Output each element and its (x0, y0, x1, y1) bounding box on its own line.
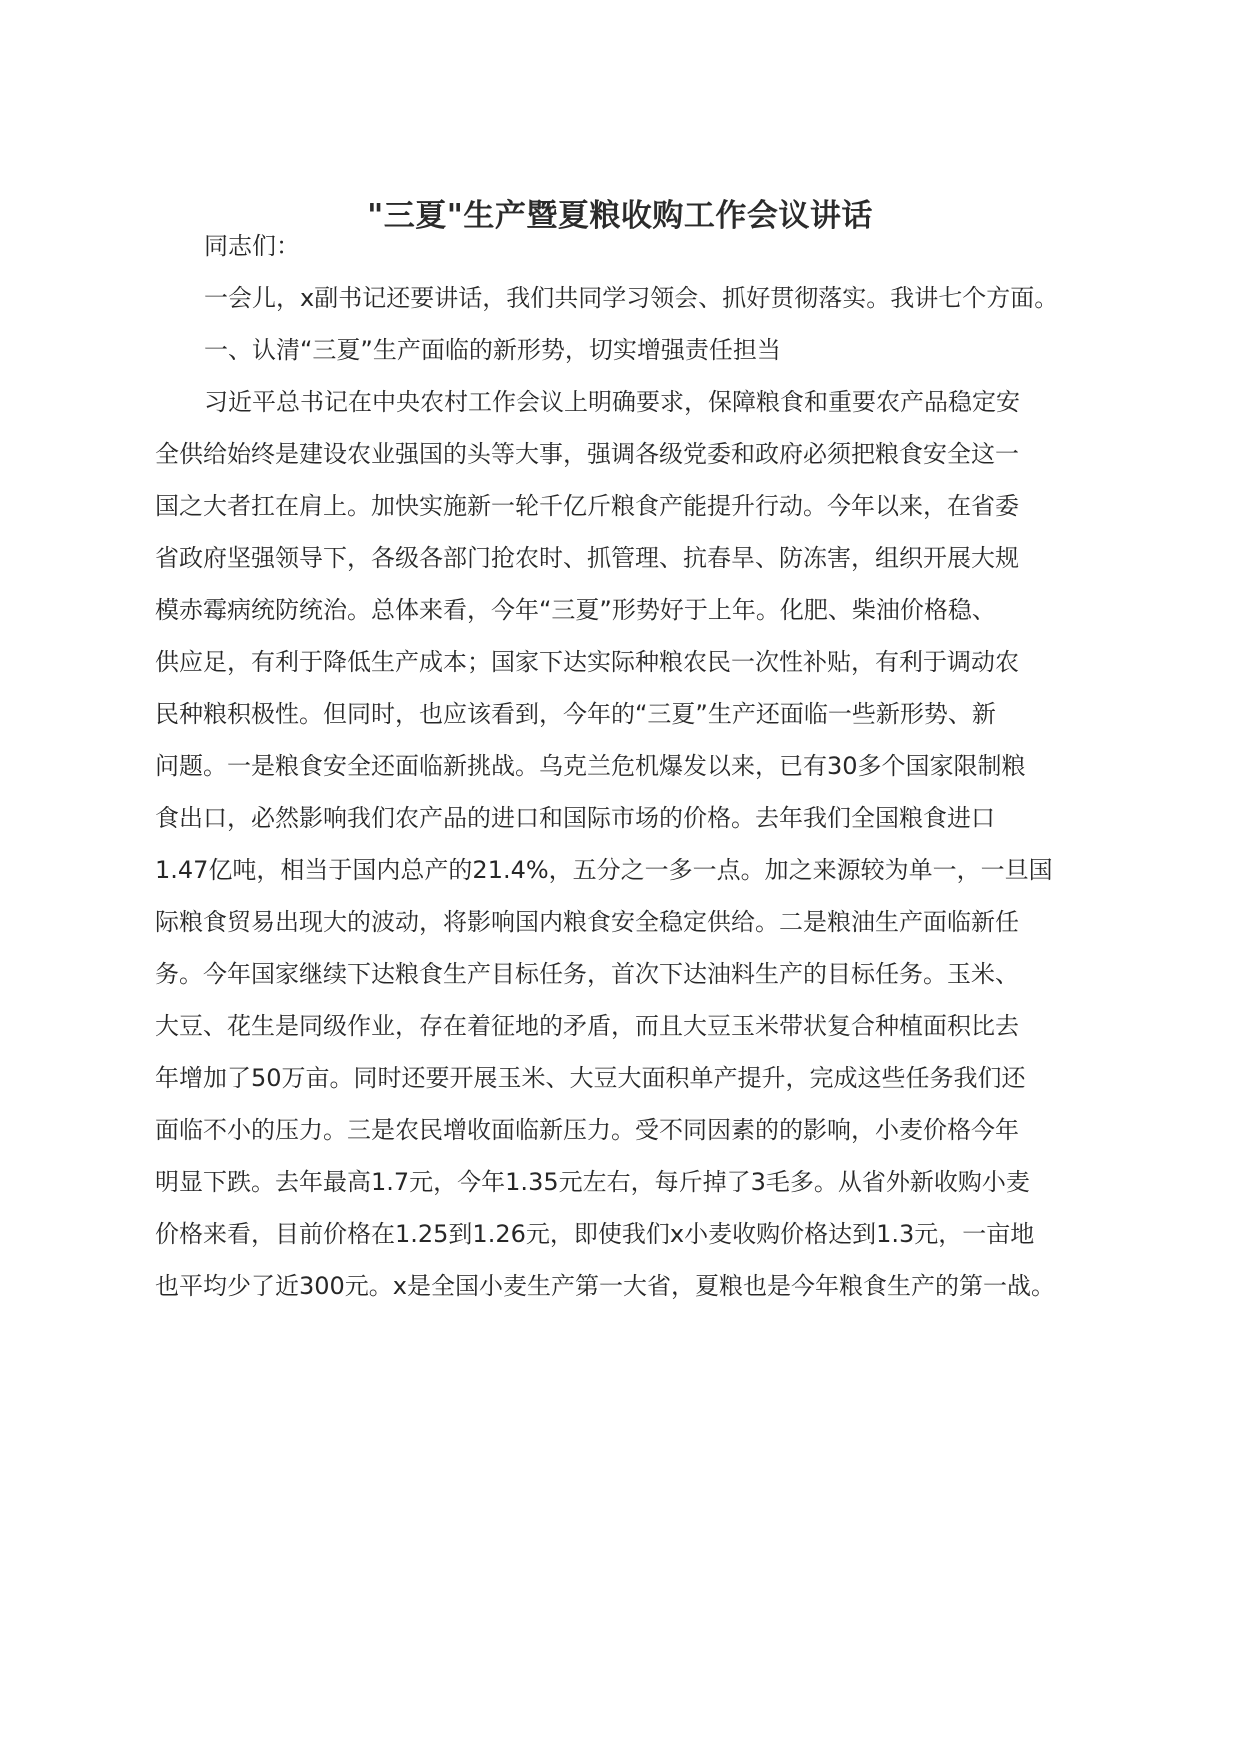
salutation: 同志们： (204, 232, 300, 260)
paragraph-line: 供应足，有利于降低生产成本；国家下达实际种粮农民一次性补贴，有利于调动农 (155, 648, 1019, 676)
paragraph-line: 问题。一是粮食安全还面临新挑战。乌克兰危机爆发以来，已有30多个国家限制粮 (155, 752, 1026, 780)
paragraph-line: 际粮食贸易出现大的波动，将影响国内粮食安全稳定供给。二是粮油生产面临新任 (155, 908, 1019, 936)
document-title: "三夏"生产暨夏粮收购工作会议讲话 (367, 198, 873, 234)
paragraph-line: 价格来看，目前价格在1.25到1.26元，即使我们x小麦收购价格达到1.3元，一亩地 (155, 1220, 1035, 1248)
paragraph-line: 国之大者扛在肩上。加快实施新一轮千亿斤粮食产能提升行动。今年以来，在省委 (155, 492, 1019, 520)
paragraph-line: 务。今年国家继续下达粮食生产目标任务，首次下达油料生产的目标任务。玉米、 (155, 960, 1019, 988)
section-heading: 一、认清“三夏”生产面临的新形势，切实增强责任担当 (204, 336, 781, 364)
paragraph-line: 模赤霉病统防统治。总体来看，今年“三夏”形势好于上年。化肥、柴油价格稳、 (155, 596, 996, 624)
paragraph-line: 习近平总书记在中央农村工作会议上明确要求，保障粮食和重要农产品稳定安 (204, 388, 1020, 416)
paragraph-line: 明显下跌。去年最高1.7元，今年1.35元左右，每斤掉了3毛多。从省外新收购小麦 (155, 1168, 1030, 1196)
paragraph-line: 食出口，必然影响我们农产品的进口和国际市场的价格。去年我们全国粮食进口 (155, 804, 995, 832)
intro-paragraph: 一会儿，x副书记还要讲话，我们共同学习领会、抓好贯彻落实。我讲七个方面。 (204, 284, 1059, 312)
paragraph-line: 1.47亿吨，相当于国内总产的21.4%，五分之一多一点。加之来源较为单一，一旦国 (155, 856, 1053, 884)
paragraph-line: 面临不小的压力。三是农民增收面临新压力。受不同因素的的影响，小麦价格今年 (155, 1116, 1019, 1144)
paragraph-line: 省政府坚强领导下，各级各部门抢农时、抓管理、抗春旱、防冻害，组织开展大规 (155, 544, 1019, 572)
paragraph-line: 大豆、花生是同级作业，存在着征地的矛盾，而且大豆玉米带状复合种植面积比去 (155, 1012, 1019, 1040)
paragraph-line: 年增加了50万亩。同时还要开展玉米、大豆大面积单产提升，完成这些任务我们还 (155, 1064, 1026, 1092)
paragraph-line: 民种粮积极性。但同时，也应该看到，今年的“三夏”生产还面临一些新形势、新 (155, 700, 996, 728)
paragraph-line: 全供给始终是建设农业强国的头等大事，强调各级党委和政府必须把粮食安全这一 (155, 440, 1019, 468)
paragraph-line: 也平均少了近300元。x是全国小麦生产第一大省，夏粮也是今年粮食生产的第一战。 (155, 1272, 1056, 1300)
